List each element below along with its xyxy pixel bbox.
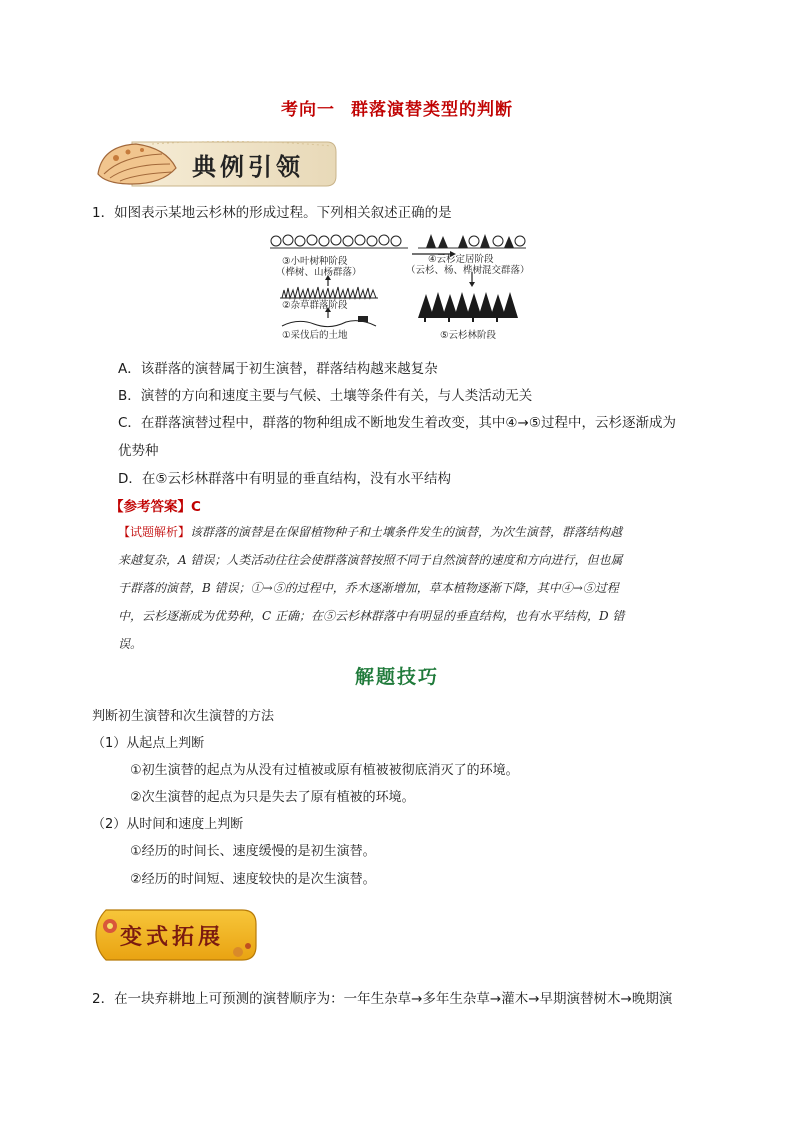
banner-variation-text: 变式拓展	[120, 924, 225, 950]
option-c-line2: 优势种	[118, 443, 159, 459]
cut-land-icon	[282, 316, 376, 327]
figure-label-1: ①采伐后的土地	[282, 330, 348, 341]
figure-label-5: ⑤云杉林阶段	[440, 330, 497, 341]
option-d: D．在⑤云杉林群落中有明显的垂直结构，没有水平结构	[118, 471, 451, 487]
question-2-stem: 2．在一块弃耕地上可预测的演替顺序为：一年生杂草→多年生杂草→灌木→早期演替树木→晚期演	[92, 991, 673, 1007]
mixed-trees-icon	[418, 234, 526, 248]
banner-example	[92, 134, 340, 192]
option-c-line1: C．在群落演替过程中，群落的物种组成不断地发生着改变，其中④→⑤过程中，云杉逐渐成为	[118, 415, 676, 431]
section-heading	[0, 95, 794, 120]
analysis-line-2: 来越复杂，A 错误；人类活动往往会使群落演替按照不同于自然演替的速度和方向进行，但也属	[118, 553, 623, 567]
figure-label-2: ②杂草群落阶段	[282, 300, 348, 311]
tips-point-2: （2）从时间和速度上判断	[92, 817, 244, 832]
analysis-tag: 【试题解析】	[118, 525, 191, 539]
tips-point-2a: ①经历的时间长、速度缓慢的是初生演替。	[130, 844, 376, 859]
banner-variation	[92, 904, 260, 966]
analysis-line-4: 中，云杉逐渐成为优势种，C 正确；在⑤云杉林群落中有明显的垂直结构，也有水平结构，D 错	[118, 609, 625, 623]
figure-label-4: ④云杉定居阶段	[428, 254, 494, 265]
tips-intro: 判断初生演替和次生演替的方法	[92, 709, 275, 724]
banner-example-text: 典例引领	[192, 152, 304, 181]
analysis-block	[118, 518, 698, 658]
analysis-line-5: 误。	[118, 637, 143, 651]
grass-icon	[280, 287, 378, 298]
figure-label-4-sub: （云杉、杨、桦树混交群落）	[406, 265, 530, 276]
heading-prefix: 考向一	[281, 100, 335, 120]
heading-topic: 群落演替类型的判断	[351, 100, 513, 120]
tips-point-2b: ②经历的时间短、速度较快的是次生演替。	[130, 872, 376, 887]
succession-figure	[268, 232, 530, 341]
figure-label-3: ③小叶树种阶段	[282, 256, 348, 267]
option-a: A．该群落的演替属于初生演替，群落结构越来越复杂	[118, 361, 438, 377]
tips-point-1b: ②次生演替的起点为只是失去了原有植被的环境。	[130, 790, 415, 805]
answer-value: C	[191, 499, 201, 515]
option-b: B．演替的方向和速度主要与气候、土壤等条件有关，与人类活动无关	[118, 388, 533, 404]
small-trees-icon	[270, 235, 408, 248]
tips-title: 解题技巧	[354, 666, 439, 688]
answer-tag: 【参考答案】	[110, 499, 191, 515]
spruce-forest-icon	[418, 292, 518, 322]
figure-label-3-sub: （桦树、山杨群落）	[276, 267, 362, 278]
succession-figure-graphic	[268, 232, 528, 332]
reference-answer	[110, 495, 201, 515]
analysis-line-1: 【试题解析】该群落的演替是在保留植物种子和土壤条件发生的演替，为次生演替，群落结构越	[118, 525, 623, 539]
question-1-stem: 1．如图表示某地云杉林的形成过程。下列相关叙述正确的是	[92, 205, 452, 221]
tips-point-1: （1）从起点上判断	[92, 736, 205, 751]
analysis-line-3: 于群落的演替，B 错误；①→⑤的过程中，乔木逐渐增加，草本植物逐渐下降，其中④→⑤过程	[118, 581, 619, 595]
tips-point-1a: ①初生演替的起点为从没有过植被或原有植被被彻底消灭了的环境。	[130, 763, 519, 778]
